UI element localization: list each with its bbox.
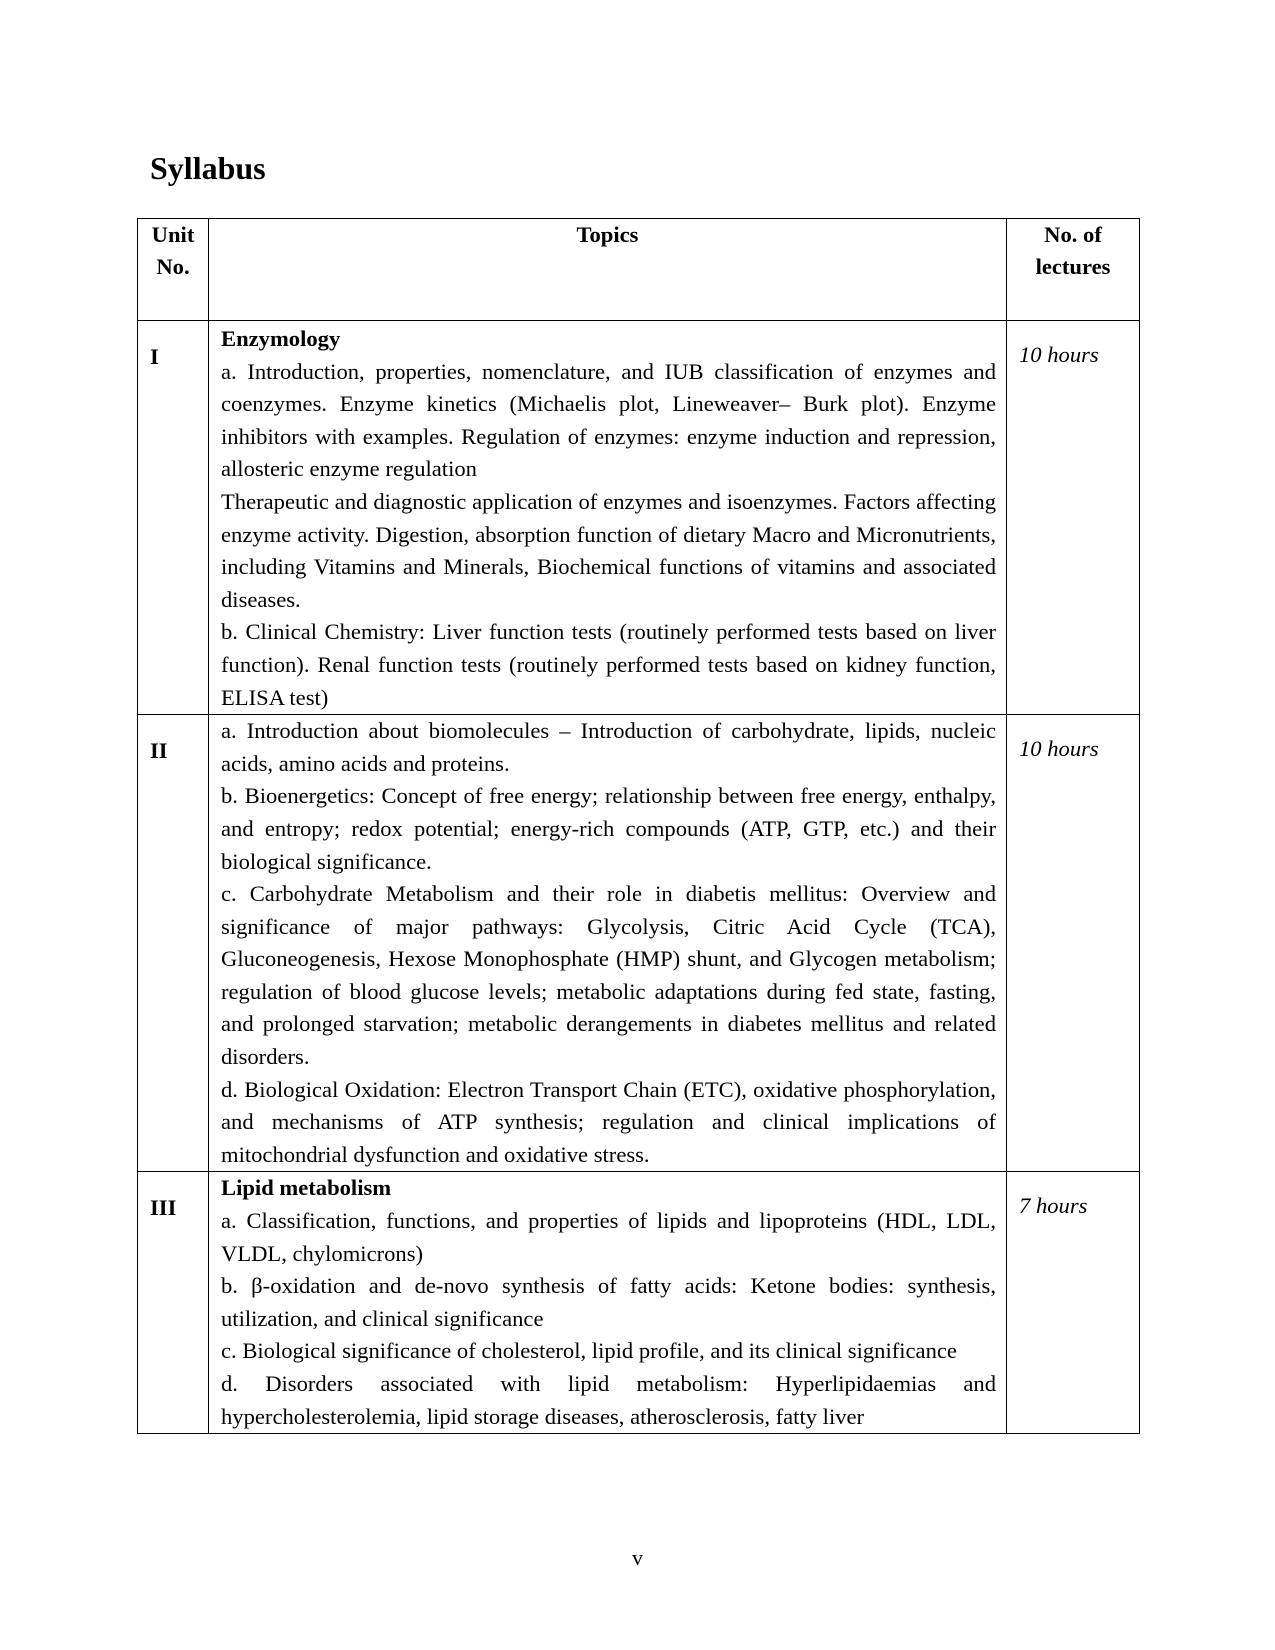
- topic-paragraph: b. Bioenergetics: Concept of free energy; relationship between free energy, enthalpy, and entropy; redox potential; energy-rich compounds (ATP, GTP, etc.) and their biological significance.: [221, 783, 996, 874]
- table-header-row: [138, 219, 1140, 321]
- header-unit: Unit No.: [138, 219, 209, 321]
- topic-paragraph: a. Introduction, properties, nomenclature, and IUB classification of enzymes and coenzymes. Enzyme kinetics (Michaelis plot, Lineweaver– Burk plot). Enzyme inhibitors with examples. Regulation of enzymes: enzyme induction and repression, allosteric enzyme regulation: [221, 358, 996, 482]
- lecture-hours: 10 hours: [1007, 715, 1140, 1172]
- topic-paragraph: b. β-oxidation and de-novo synthesis of fatty acids: Ketone bodies: synthesis, utilization, and clinical significance: [221, 1273, 996, 1331]
- topic-paragraph: b. Clinical Chemistry: Liver function tests (routinely performed tests based on liver function). Renal function tests (routinely performed tests based on kidney function, ELISA test): [221, 619, 996, 710]
- header-topics: Topics: [209, 219, 1007, 321]
- unit-number: I: [138, 321, 209, 715]
- topic-paragraph: c. Carbohydrate Metabolism and their role in diabetis mellitus: Overview and significance of major pathways: Glycolysis, Citric Acid Cycle (TCA), Gluconeogenesis, Hexose Monophosphate (HMP) shunt, and Glycogen metabolism; regulation of blood glucose levels; metabolic adaptations during fed state, fasting, and prolonged starvation; metabolic derangements in diabetes mellitus and related disorders.: [221, 881, 996, 1070]
- topics-cell: [209, 321, 1007, 715]
- topic-paragraph: a. Classification, functions, and properties of lipids and lipoproteins (HDL, LDL, VLDL, chylomicrons): [221, 1208, 996, 1266]
- topic-paragraph: d. Biological Oxidation: Electron Transport Chain (ETC), oxidative phosphorylation, and mechanisms of ATP synthesis; regulation and clinical implications of mitochondrial dysfunction and oxidative stress.: [221, 1076, 996, 1167]
- topic-paragraph: d. Disorders associated with lipid metabolism: Hyperlipidaemias and hypercholesterolemia, lipid storage diseases, atherosclerosis, fatty liver: [221, 1371, 996, 1429]
- header-lectures: No. of lectures: [1007, 219, 1140, 321]
- page-number: v: [632, 1545, 643, 1570]
- lecture-hours: 7 hours: [1007, 1172, 1140, 1434]
- table-row: [138, 1172, 1140, 1434]
- page-title: Syllabus: [150, 150, 266, 186]
- topic-paragraph: c. Biological significance of cholesterol, lipid profile, and its clinical significance: [221, 1338, 957, 1364]
- topic-heading: Lipid metabolism: [221, 1175, 392, 1201]
- topic-heading: Enzymology: [221, 326, 341, 351]
- lecture-hours: 10 hours: [1007, 321, 1140, 715]
- topics-cell: [209, 1172, 1007, 1434]
- table-row: [138, 321, 1140, 715]
- topics-cell: [209, 715, 1007, 1172]
- table-row: [138, 715, 1140, 1172]
- syllabus-table: [137, 218, 1140, 1434]
- topic-paragraph: a. Introduction about biomolecules – Introduction of carbohydrate, lipids, nucleic acids, amino acids and proteins.: [221, 718, 996, 776]
- unit-number: III: [138, 1172, 209, 1434]
- unit-number: II: [138, 715, 209, 1172]
- topic-paragraph: Therapeutic and diagnostic application of enzymes and isoenzymes. Factors affecting enzyme activity. Digestion, absorption function of dietary Macro and Micronutrients, including Vitamins and Minerals, Biochemical functions of vitamins and associated diseases.: [221, 488, 996, 612]
